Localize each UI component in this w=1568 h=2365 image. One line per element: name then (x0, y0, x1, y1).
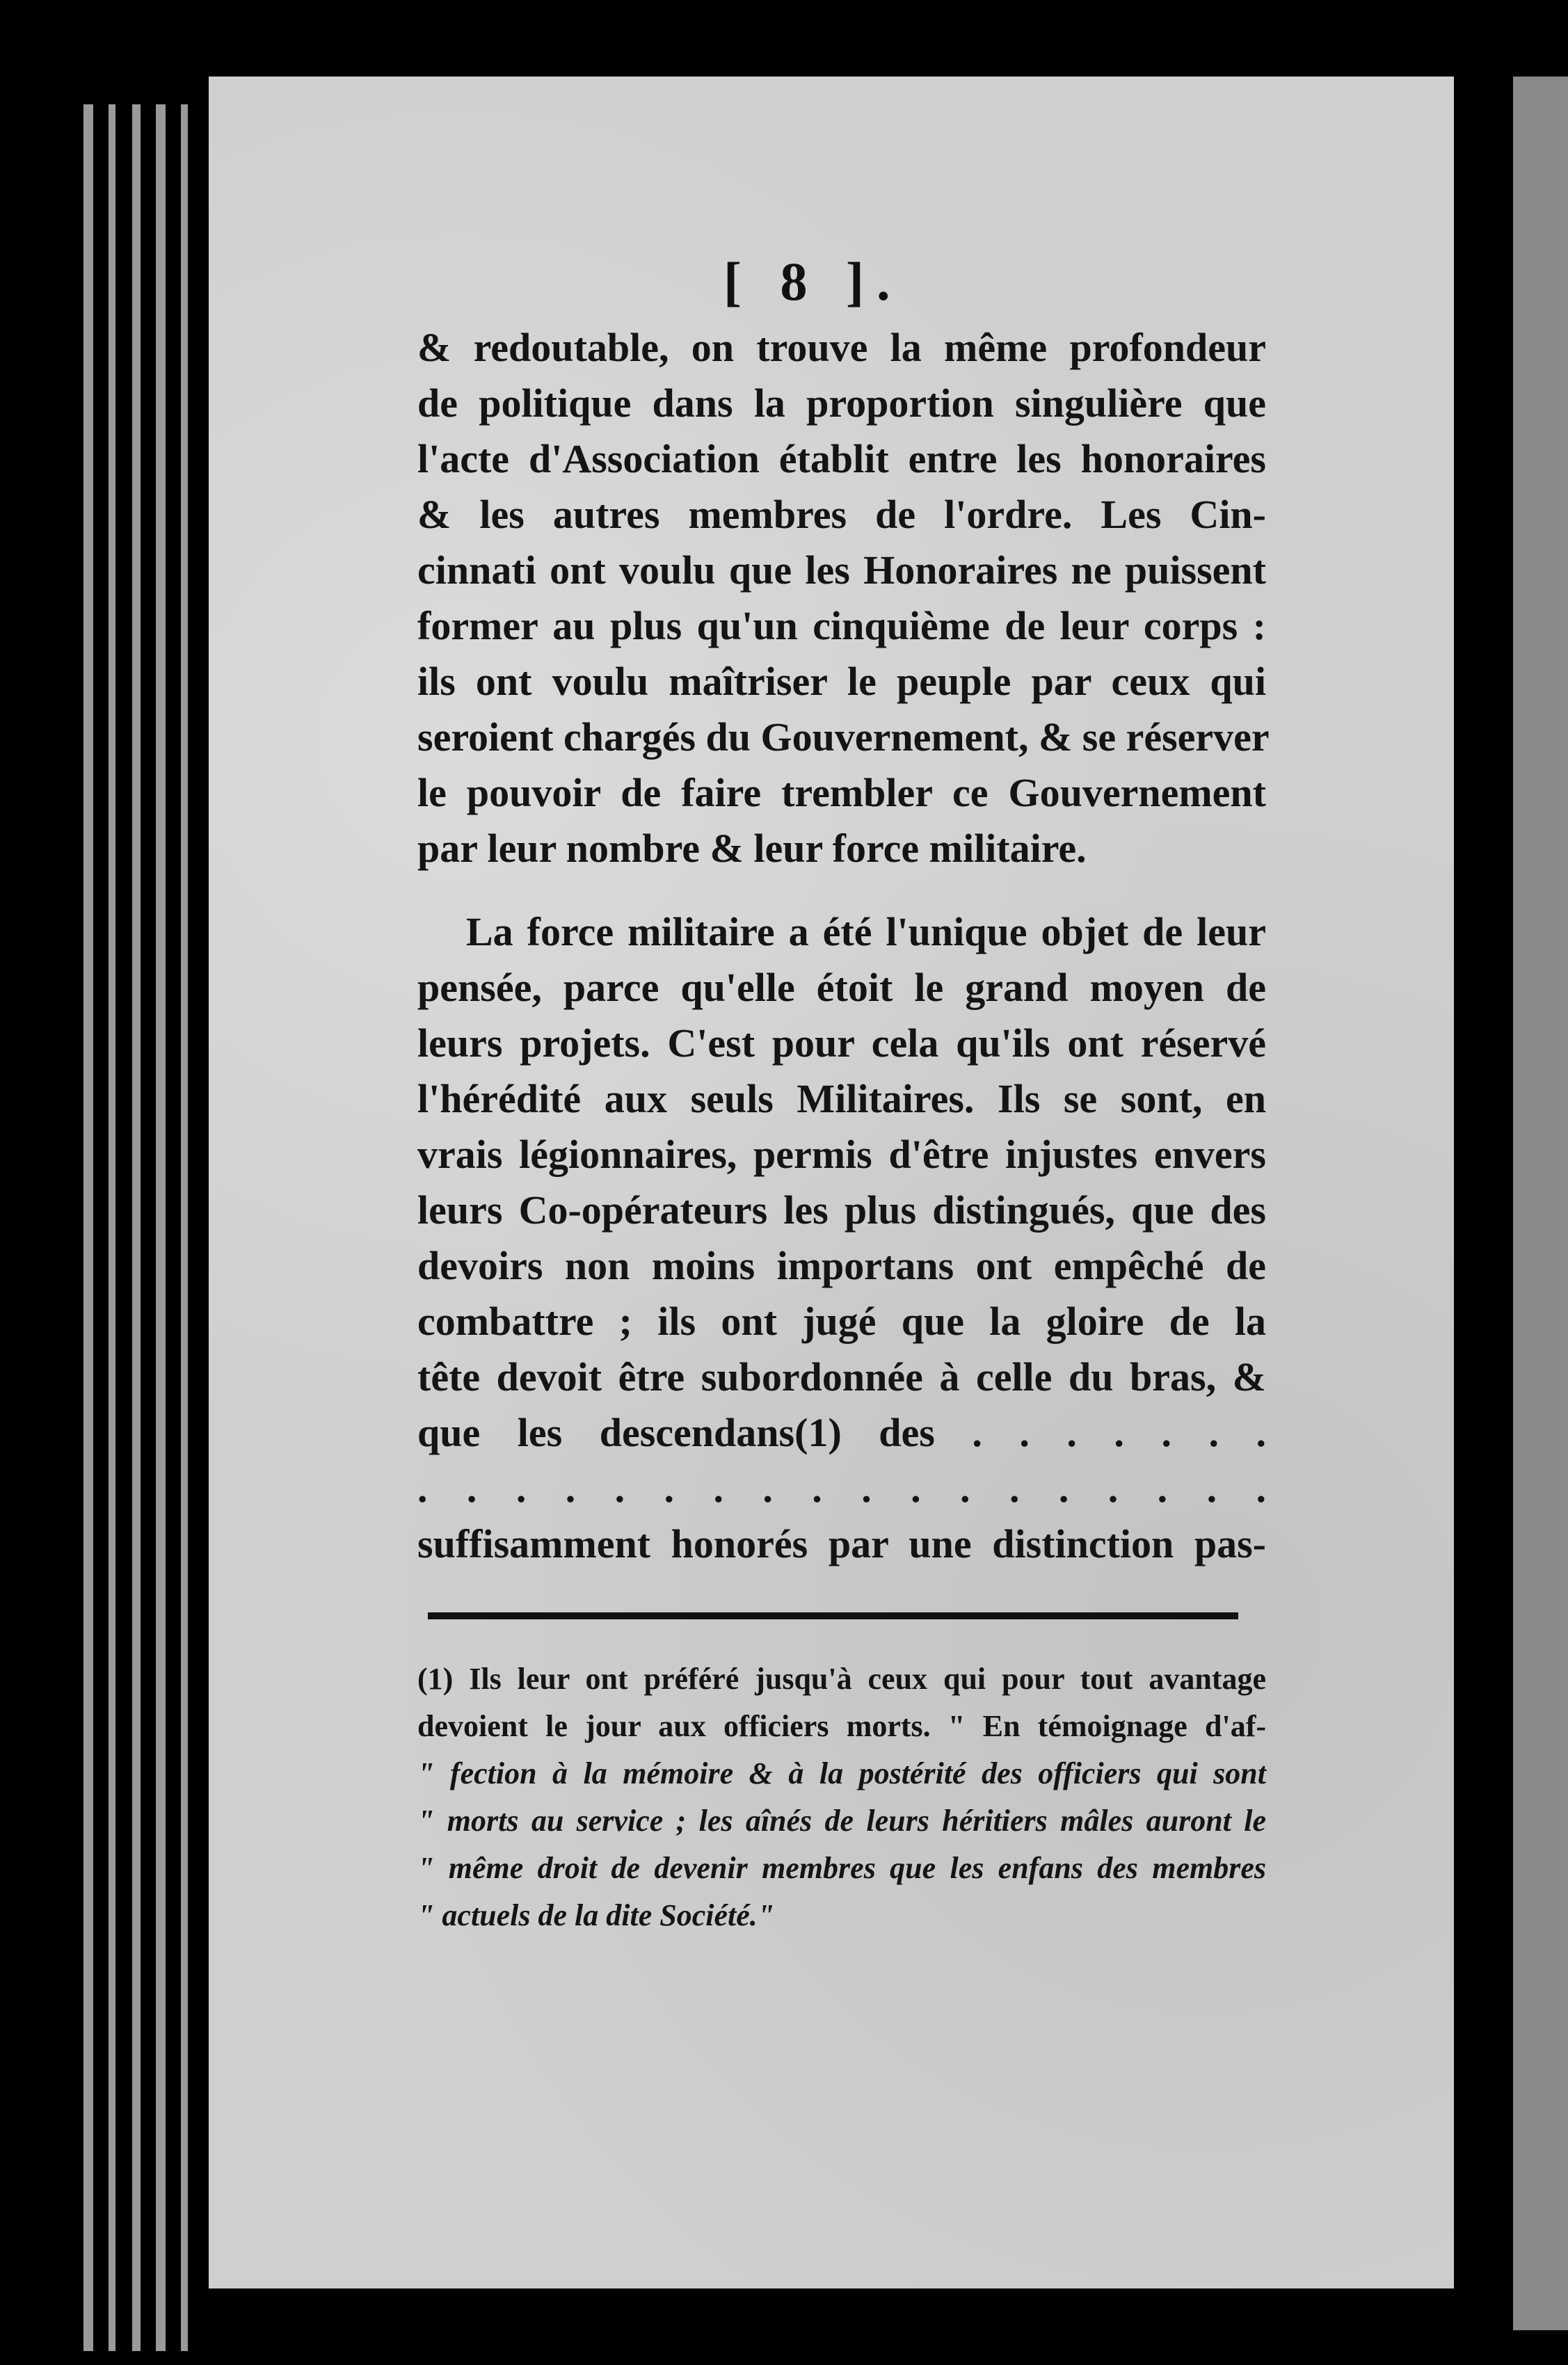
body-line: La force militaire a été l'unique objet de leur (466, 909, 1266, 954)
stacked-page-edges (83, 104, 216, 2351)
body-line: de politique dans la proportion singulière que (417, 380, 1266, 426)
body-line: vrais légionnaires, permis d'être injustes envers (417, 1132, 1266, 1177)
body-line: que les descendans(1) des . . . . . . . (417, 1410, 1266, 1455)
body-line: tête devoit être subordonnée à celle du bras, & (417, 1354, 1266, 1400)
body-text (417, 320, 1270, 1572)
body-line: pensée, parce qu'elle étoit le grand moyen de (417, 965, 1266, 1010)
body-line: leurs Co-opérateurs les plus distingués, que des (417, 1187, 1266, 1233)
body-line: seroient chargés du Gouvernement, & se réserver (417, 714, 1270, 760)
facing-page-edge (1513, 77, 1568, 2330)
body-line: combattre ; ils ont jugé que la gloire de la (417, 1299, 1266, 1344)
footnote-line: " fection à la mémoire & à la postérité des officiers qui sont (417, 1756, 1266, 1790)
body-line: suffisamment honorés par une distinction pas- (417, 1521, 1266, 1566)
footnote-line: (1) Ils leur ont préféré jusqu'à ceux qui pour tout avantage (417, 1662, 1266, 1696)
body-line: former au plus qu'un cinquième de leur corps : (417, 603, 1266, 648)
body-line: & les autres membres de l'ordre. Les Cin- (417, 492, 1266, 537)
dotted-line: . . . . . . . . . . . . . . . . . . (417, 1466, 1266, 1511)
footnote-line: " actuels de la dite Société." (417, 1898, 775, 1932)
footnote-line: devoient le jour aux officiers morts. " En témoignage d'af- (417, 1709, 1266, 1743)
body-line: leurs projets. C'est pour cela qu'ils ont réservé (417, 1020, 1266, 1066)
footnote-rule (428, 1612, 1238, 1619)
body-line: devoirs non moins importans ont empêché de (417, 1243, 1266, 1288)
body-line: ils ont voulu maîtriser le peuple par ceux qui (417, 659, 1266, 704)
body-line: le pouvoir de faire trembler ce Gouvernement (417, 770, 1266, 815)
body-line: par leur nombre & leur force militaire. (417, 826, 1087, 871)
body-line: cinnati ont voulu que les Honoraires ne puissent (417, 547, 1266, 593)
page-number: [ 8 ]. (723, 251, 903, 312)
footnote (417, 1656, 1266, 1939)
body-line: l'hérédité aux seuls Militaires. Ils se sont, en (417, 1076, 1266, 1121)
footnote-line: " même droit de devenir membres que les enfans des membres (417, 1851, 1266, 1885)
body-line: & redoutable, on trouve la même profondeur (417, 325, 1266, 370)
footnote-line: " morts au service ; les aînés de leurs héritiers mâles auront le (417, 1804, 1266, 1838)
body-line: l'acte d'Association établit entre les honoraires (417, 436, 1266, 481)
